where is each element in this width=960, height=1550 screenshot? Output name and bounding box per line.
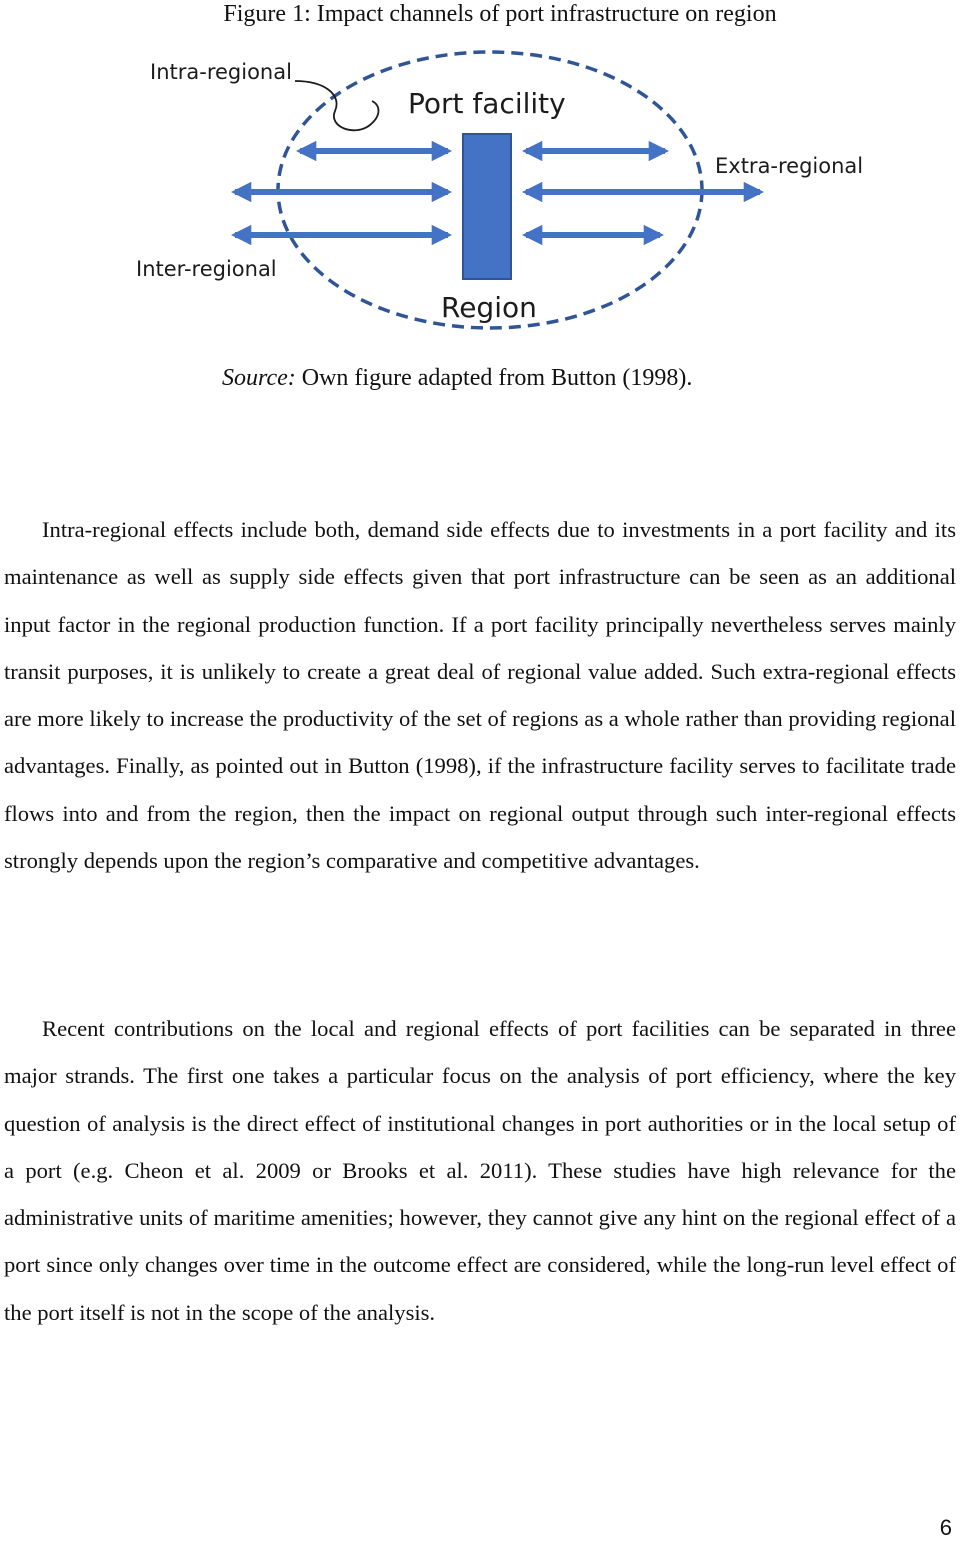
source-prefix: Source: <box>222 365 296 391</box>
intra-regional-leader-line <box>295 81 379 130</box>
source-text: Own figure adapted from Button (1998). <box>295 365 693 391</box>
port-facility-block <box>463 134 511 279</box>
port-facility-label: Port facility <box>408 87 566 120</box>
paragraph-effects-overview: Intra-regional effects include both, demand side effects due to investments in a port facility and its maintenance as well as supply side effects given that port infrastructure can be seen as an additional input factor in the regional production function. If a port facility principally nevertheless serves mainly transit purposes, it is unlikely to create a great deal of regional value added. Such extra-regional effects are more likely to increase the productivity of the set of regions as a whole rather than providing regional advantages. Finally, as pointed out in Button (1998), if the infrastructure facility serves to facilitate trade flows into and from the region, then the impact on regional output through such inter-regional effects strongly depends upon the region’s comparative and competitive advantages. <box>4 517 956 874</box>
paragraph-recent-contributions: Recent contributions on the local and regional effects of port facilities can be separated in three major strands. The first one takes a particular focus on the analysis of port efficiency, where the key question of analysis is the direct effect of institutional changes in port authorities or in the local setup of a port (e.g. Cheon et al. 2009 or Brooks et al. 2011). These studies have high relevance for the administrative units of maritime amenities; however, they cannot give any hint on the regional effect of a port since only changes over time in the outcome effect are considered, while the long-run level effect of the port itself is not in the scope of the analysis. <box>4 1016 956 1325</box>
impact-channels-diagram <box>120 45 880 355</box>
diagram-canvas <box>120 45 880 355</box>
extra-regional-label: Extra-regional <box>715 154 864 178</box>
region-label: Region <box>441 291 537 324</box>
page-number: 6 <box>939 1515 952 1540</box>
intra-regional-label: Intra-regional <box>150 60 292 84</box>
figure-caption: Figure 1: Impact channels of port infrastructure on region <box>223 1 777 27</box>
inter-regional-label: Inter-regional <box>136 257 277 281</box>
figure-source <box>222 364 692 392</box>
